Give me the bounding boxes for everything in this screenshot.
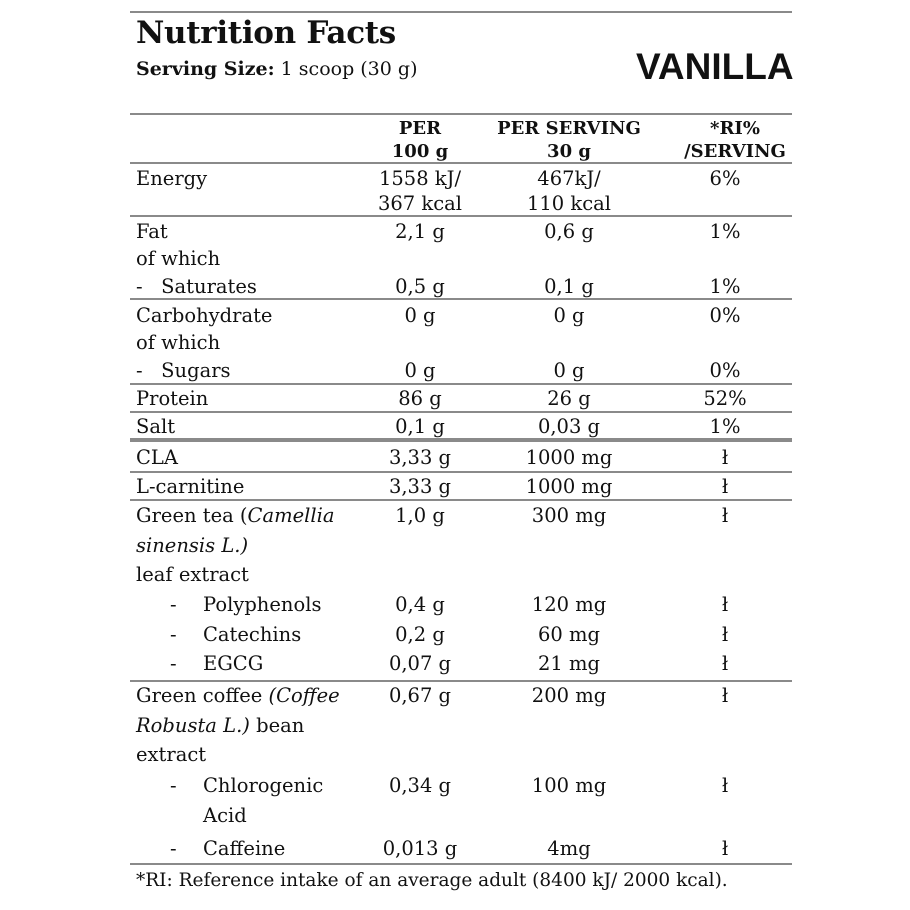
row-egcg-per100: 0,07 g (388, 652, 452, 675)
row-egcg-dash: - (170, 652, 177, 675)
row-polyphenols-name: Polyphenols (203, 593, 322, 616)
row-chlorogenic-acid-name (203, 776, 323, 825)
row-carbohydrate-of-which: of which (136, 331, 221, 354)
row-green-coffee-ri: ł (721, 684, 729, 707)
rule-bottom (130, 863, 792, 865)
col-header-per-serving-line2: 30 g (547, 141, 591, 162)
row-chlorogenic-acid-ri: ł (721, 774, 729, 797)
row-polyphenols-ri: ł (721, 593, 729, 616)
row-catechins-name: Catechins (203, 623, 302, 646)
row-chlorogenic-acid-per100: 0,34 g (388, 774, 452, 797)
row-green-tea-ri: ł (721, 504, 729, 527)
row-saturates-ri: 1% (709, 275, 741, 298)
serving-size (136, 60, 417, 79)
row-sugars-ri: 0% (709, 359, 741, 382)
row-protein-name: Protein (136, 387, 209, 410)
row-egcg-per-serving: 21 mg (538, 652, 600, 675)
row-cla-per100: 3,33 g (388, 446, 452, 469)
row-l-carnitine-ri: ł (721, 475, 729, 498)
label-title: Nutrition Facts (136, 15, 396, 51)
row-egcg-name: EGCG (203, 652, 264, 675)
row-egcg-ri: ł (721, 652, 729, 675)
rule-table-top (130, 113, 792, 115)
row-sugars-per100: 0 g (404, 359, 436, 382)
col-header-per-serving-line1: PER SERVING (497, 118, 641, 139)
row-energy-name: Energy (136, 167, 208, 190)
row-fat-per-serving: 0,6 g (544, 220, 594, 243)
row-saturates-per100: 0,5 g (395, 275, 445, 298)
col-header-per100 (370, 120, 470, 161)
row-caffeine-name: Caffeine (203, 837, 286, 860)
row-polyphenols-per100: 0,4 g (395, 593, 445, 616)
rule-header (130, 162, 792, 164)
green-tea-latin-2: sinensis L.) (136, 533, 249, 557)
row-catechins-per100: 0,2 g (395, 623, 445, 646)
row-catechins-dash: - (170, 623, 177, 646)
row-fat-ri: 1% (709, 220, 741, 243)
row-green-tea-per-serving: 300 mg (531, 504, 607, 527)
row-caffeine-per100: 0,013 g (382, 837, 458, 860)
rule-after-cla (130, 471, 792, 473)
green-tea-prefix: Green tea ( (136, 504, 248, 527)
row-cla-name: CLA (136, 446, 178, 469)
row-fat-name: Fat (136, 220, 168, 243)
row-energy-serving-kcal: 110 kcal (526, 191, 612, 215)
col-header-ri-line2: /SERVING (684, 141, 786, 162)
row-cla-per-serving: 1000 mg (525, 446, 613, 469)
rule-after-fat (130, 298, 792, 300)
col-header-per-serving (489, 120, 649, 161)
row-salt-name: Salt (136, 415, 176, 438)
row-fat-per100: 2,1 g (395, 220, 445, 243)
row-l-carnitine-name: L-carnitine (136, 475, 245, 498)
rule-after-carbs (130, 383, 792, 385)
row-energy-per100-kj: 1558 kJ/ (378, 167, 462, 190)
row-caffeine-dash: - (170, 837, 177, 860)
rule-after-protein (130, 411, 792, 413)
rule-after-energy (130, 215, 792, 217)
row-sugars-name: - Sugars (136, 359, 231, 382)
row-fat-of-which: of which (136, 247, 221, 270)
row-l-carnitine-per-serving: 1000 mg (525, 475, 613, 498)
row-carbohydrate-per-serving: 0 g (553, 304, 585, 327)
row-salt-per100: 0,1 g (395, 415, 445, 438)
row-protein-ri: 52% (703, 387, 747, 410)
row-protein-per-serving: 26 g (547, 387, 591, 410)
col-header-per100-line2: 100 g (391, 141, 449, 162)
row-green-coffee-per100: 0,67 g (388, 684, 452, 707)
row-sugars-per-serving: 0 g (553, 359, 585, 382)
rule-after-salt (130, 438, 792, 442)
row-salt-per-serving: 0,03 g (537, 415, 601, 438)
green-coffee-latin-2: Robusta L.) (136, 713, 250, 737)
row-caffeine-per-serving: 4mg (547, 837, 591, 860)
serving-size-label: Serving Size: (136, 58, 275, 80)
row-carbohydrate-ri: 0% (709, 304, 741, 327)
green-coffee-prefix: Green coffee (136, 684, 269, 707)
row-polyphenols-per-serving: 120 mg (531, 593, 607, 616)
row-saturates-per-serving: 0,1 g (544, 275, 594, 298)
col-header-ri-line1: *RI% (710, 118, 760, 139)
serving-size-value: 1 scoop (30 g) (280, 58, 418, 80)
row-chlorogenic-acid-dash: - (170, 774, 177, 797)
chlorogenic-line2: Acid (203, 803, 247, 827)
row-energy-serving-kj: 467kJ/ (537, 167, 601, 190)
green-coffee-bean: bean (249, 713, 305, 737)
row-green-coffee-name (136, 686, 340, 765)
row-polyphenols-dash: - (170, 593, 177, 616)
flavor-name: VANILLA (636, 46, 794, 87)
row-green-coffee-per-serving: 200 mg (531, 684, 607, 707)
rule-after-carnitine (130, 499, 792, 501)
row-green-tea-name (136, 506, 334, 585)
row-salt-ri: 1% (709, 415, 741, 438)
chlorogenic-line1: Chlorogenic (203, 774, 324, 797)
row-carbohydrate-name: Carbohydrate (136, 304, 273, 327)
col-header-ri (675, 120, 795, 161)
row-saturates-name: - Saturates (136, 275, 257, 298)
green-coffee-latin-1: (Coffee (268, 684, 340, 707)
green-tea-suffix: leaf extract (136, 563, 249, 586)
row-energy-per-serving (509, 169, 629, 213)
row-chlorogenic-acid-per-serving: 100 mg (531, 774, 607, 797)
col-header-per100-line1: PER (398, 118, 442, 139)
green-coffee-suffix: extract (136, 743, 207, 766)
rule-top (130, 11, 792, 13)
row-carbohydrate-per100: 0 g (404, 304, 436, 327)
row-energy-per100 (360, 169, 480, 213)
rule-after-green-tea (130, 680, 792, 682)
row-caffeine-ri: ł (721, 837, 729, 860)
row-catechins-per-serving: 60 mg (538, 623, 600, 646)
row-energy-ri: 6% (709, 167, 741, 190)
ri-footnote: *RI: Reference intake of an average adult (8400 kJ/ 2000 kcal). (136, 870, 728, 891)
green-tea-latin-1: Camellia (247, 504, 335, 527)
row-green-tea-per100: 1,0 g (395, 504, 445, 527)
row-protein-per100: 86 g (398, 387, 442, 410)
row-energy-per100-kcal: 367 kcal (377, 191, 463, 215)
row-cla-ri: ł (721, 446, 729, 469)
row-l-carnitine-per100: 3,33 g (388, 475, 452, 498)
row-catechins-ri: ł (721, 623, 729, 646)
